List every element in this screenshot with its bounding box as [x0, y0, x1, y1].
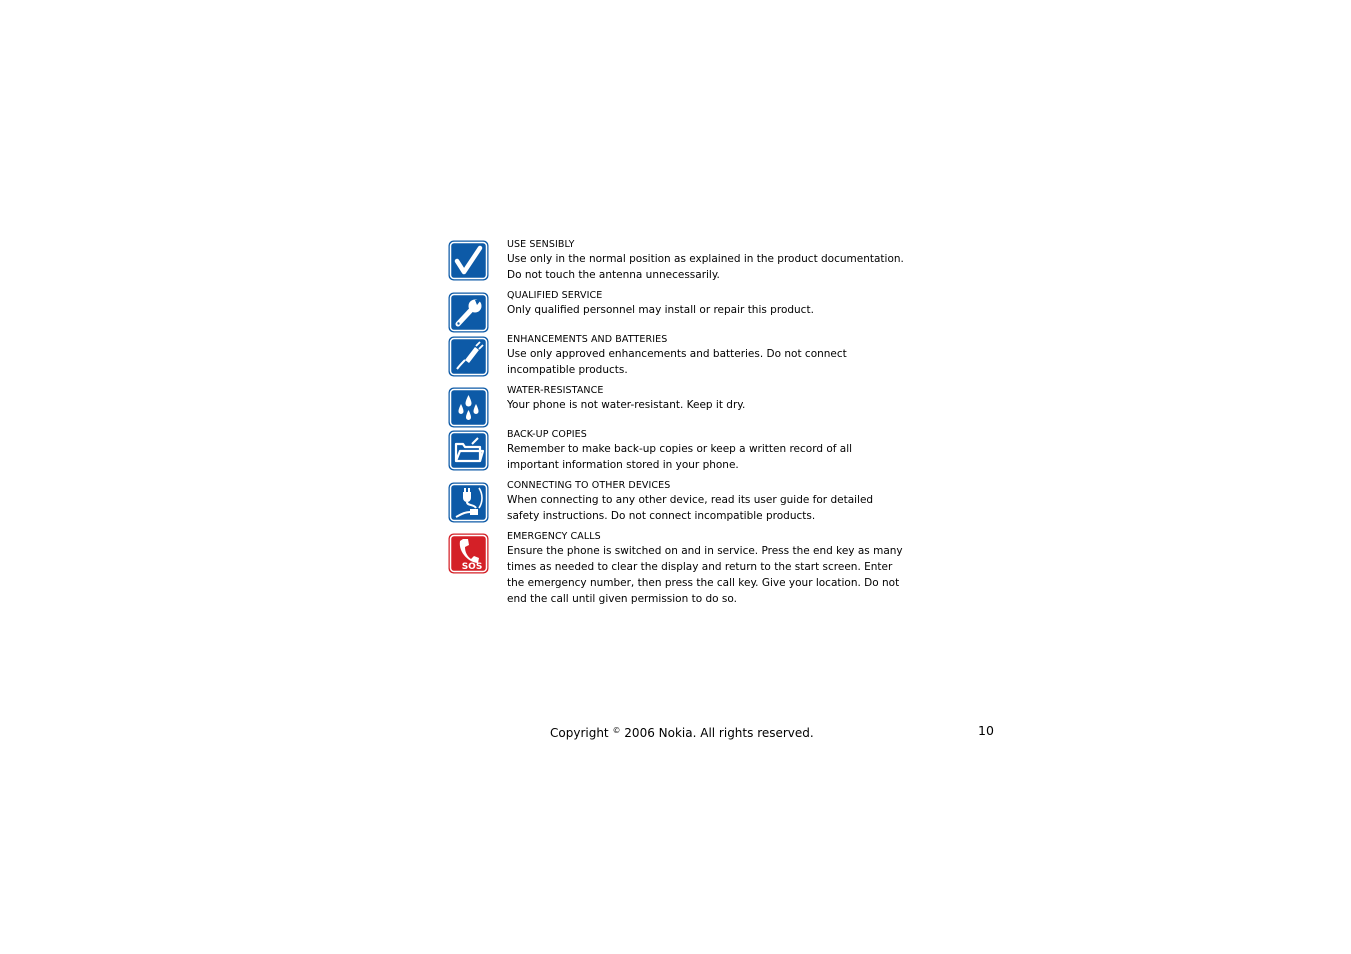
section-water-resistance	[507, 384, 907, 413]
water-drops-icon	[448, 387, 489, 428]
section-heading: USE SENSIBLY	[507, 239, 575, 250]
copyright-symbol: ©	[612, 726, 621, 735]
copyright-notice	[550, 723, 814, 741]
section-qualified-service	[507, 289, 907, 318]
sos-phone-icon	[448, 533, 489, 574]
connector-plug-icon	[448, 482, 489, 523]
section-heading: BACK-UP COPIES	[507, 429, 587, 440]
section-heading: ENHANCEMENTS AND BATTERIES	[507, 334, 668, 345]
section-heading: QUALIFIED SERVICE	[507, 290, 603, 301]
copyright-prefix: Copyright	[550, 726, 609, 740]
section-text: Use only approved enhancements and batteries. Do not connect incompatible products.	[507, 348, 847, 376]
section-use-sensibly	[507, 238, 907, 283]
section-text: Ensure the phone is switched on and in service. Press the end key as many times as needed to clear the display and return to the start screen. Enter the emergency number, then press the call key. Give your location. Do not end the call until given permission to do so.	[507, 545, 903, 605]
section-heading: EMERGENCY CALLS	[507, 531, 601, 542]
svg-text:SOS: SOS	[461, 562, 483, 572]
wrench-icon	[448, 292, 489, 333]
section-heading: WATER-RESISTANCE	[507, 385, 604, 396]
section-heading: CONNECTING TO OTHER DEVICES	[507, 480, 671, 491]
section-back-up-copies	[507, 428, 907, 473]
copyright-suffix: 2006 Nokia. All rights reserved.	[624, 726, 814, 740]
enhancement-plug-icon	[448, 336, 489, 377]
section-text: Use only in the normal position as explained in the product documentation. Do not touch the antenna unnecessarily.	[507, 253, 904, 281]
folder-icon	[448, 430, 489, 471]
section-connecting-devices	[507, 479, 907, 524]
section-text: Only qualified personnel may install or repair this product.	[507, 304, 814, 316]
page-number: 10	[978, 723, 994, 738]
section-enhancements-batteries	[507, 333, 907, 378]
section-text: When connecting to any other device, read its user guide for detailed safety instructions. Do not connect incompatible products.	[507, 494, 874, 522]
section-text: Your phone is not water-resistant. Keep it dry.	[507, 399, 746, 411]
checkmark-icon	[448, 240, 489, 281]
section-text: Remember to make back-up copies or keep a written record of all important information stored in your phone.	[507, 443, 853, 471]
section-emergency-calls	[507, 530, 907, 607]
